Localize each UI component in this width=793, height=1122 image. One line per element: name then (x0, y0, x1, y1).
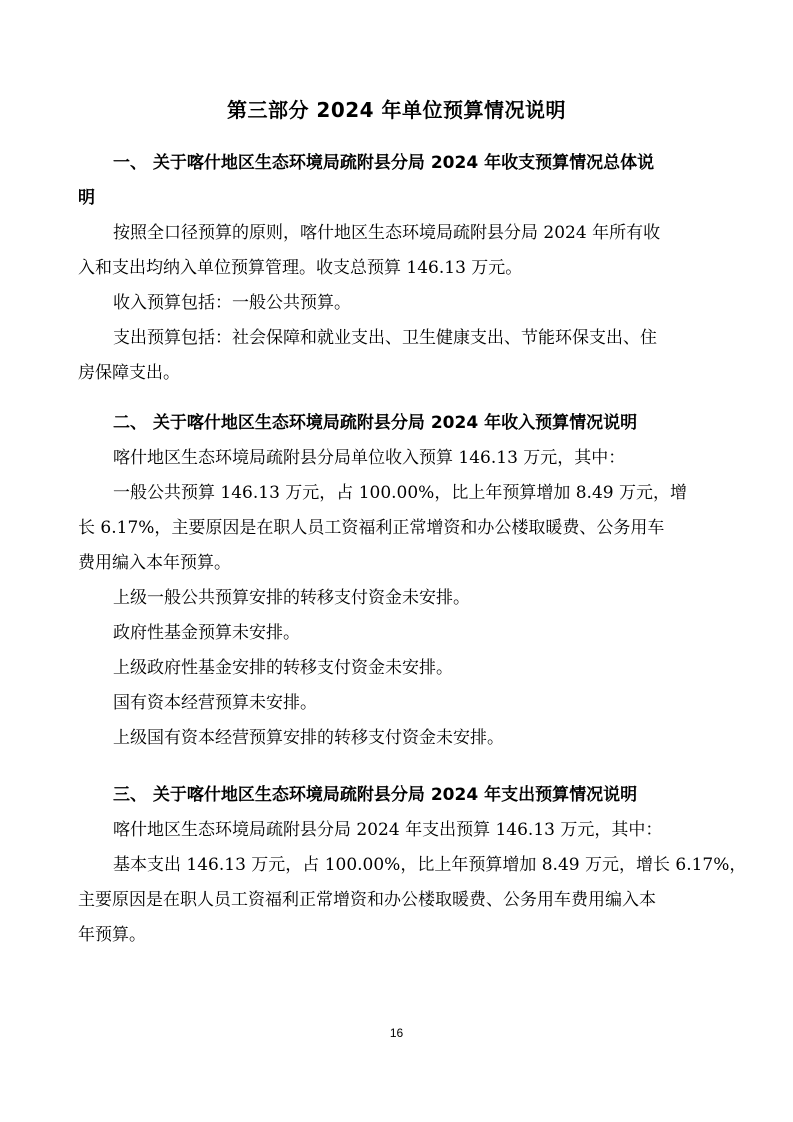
section-3-heading: 三、 关于喀什地区生态环境局疏附县分局 2024 年支出预算情况说明 (113, 785, 638, 805)
section-2-paragraph-1: 喀什地区生态环境局疏附县分局单位收入预算 146.13 万元，其中： (113, 448, 626, 468)
section-2-paragraph-7: 上级国有资本经营预算安排的转移支付资金未安排。 (113, 728, 504, 748)
section-2-paragraph-2-cont: 长 6.17%，主要原因是在职人员工资福利正常增资和办公楼取暖费、公务用车 (78, 518, 665, 538)
section-1 (78, 146, 718, 391)
section-1-paragraph-1: 按照全口径预算的原则，喀什地区生态环境局疏附县分局 2024 年所有收 (113, 223, 661, 243)
page-number: 16 (389, 1026, 404, 1040)
section-2 (78, 406, 718, 756)
section-3 (78, 778, 747, 953)
page-title: 第三部分 2024 年单位预算情况说明 (226, 98, 567, 122)
section-1-heading-cont: 明 (78, 188, 95, 208)
section-2-paragraph-4: 政府性基金预算未安排。 (113, 623, 300, 643)
section-2-paragraph-3: 上级一般公共预算安排的转移支付资金未安排。 (113, 588, 470, 608)
section-1-heading: 一、 关于喀什地区生态环境局疏附县分局 2024 年收支预算情况总体说 (113, 153, 655, 173)
section-3-paragraph-2-cont: 年预算。 (78, 925, 146, 945)
section-1-paragraph-3-cont: 房保障支出。 (78, 363, 180, 383)
section-3-paragraph-1: 喀什地区生态环境局疏附县分局 2024 年支出预算 146.13 万元，其中： (113, 820, 663, 840)
section-1-paragraph-2: 收入预算包括：一般公共预算。 (113, 293, 351, 313)
section-2-paragraph-2: 一般公共预算 146.13 万元，占 100.00%，比上年预算增加 8.49 万元，增 (113, 483, 687, 503)
section-2-paragraph-6: 国有资本经营预算未安排。 (113, 693, 317, 713)
section-3-paragraph-2-cont: 主要原因是在职人员工资福利正常增资和办公楼取暖费、公务用车费用编入本 (78, 890, 656, 910)
section-3-paragraph-2: 基本支出 146.13 万元，占 100.00%，比上年预算增加 8.49 万元，增长 6.17%， (113, 855, 747, 875)
section-2-heading: 二、 关于喀什地区生态环境局疏附县分局 2024 年收入预算情况说明 (113, 413, 638, 433)
section-2-paragraph-2-cont: 费用编入本年预算。 (78, 553, 231, 573)
section-2-paragraph-5: 上级政府性基金安排的转移支付资金未安排。 (113, 658, 453, 678)
section-1-paragraph-3: 支出预算包括：社会保障和就业支出、卫生健康支出、节能环保支出、住 (113, 328, 657, 348)
section-1-paragraph-1-cont: 入和支出均纳入单位预算管理。收支总预算 146.13 万元。 (78, 258, 523, 278)
